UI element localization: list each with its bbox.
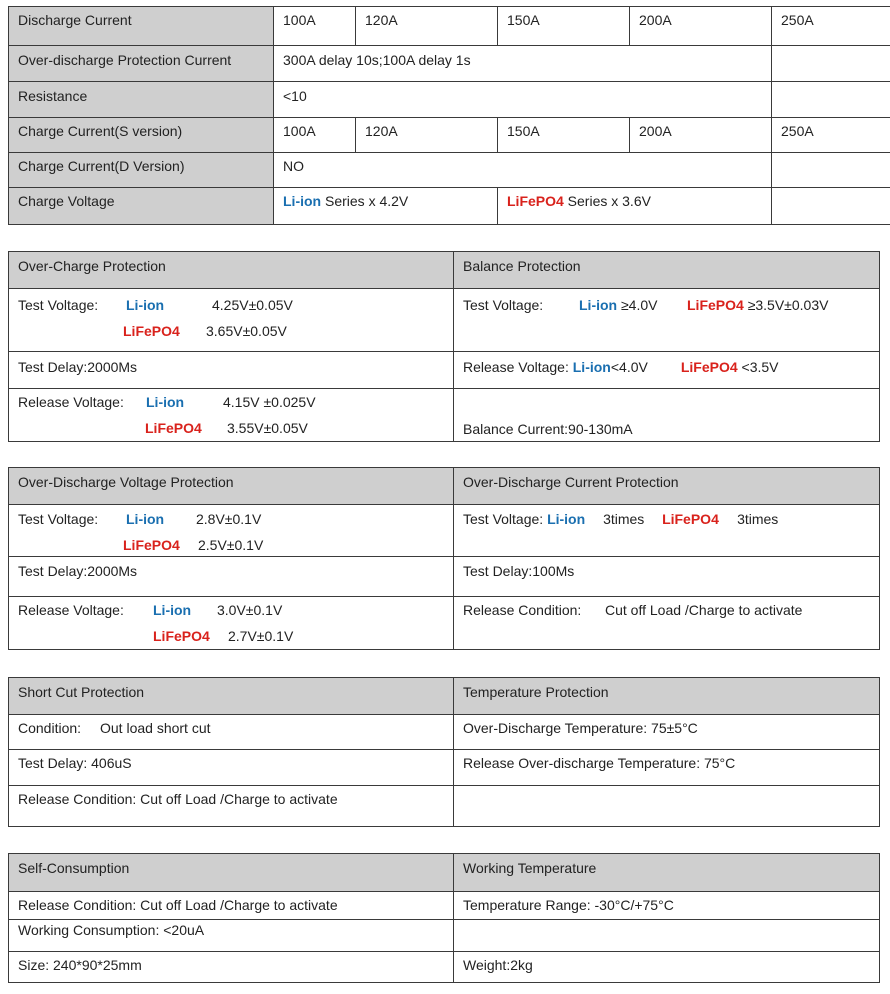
- discharge-value-250: 250A: [772, 7, 890, 46]
- overdischarge-test-voltage: [9, 505, 454, 557]
- balance-lifepo4-value: ≥3.5V±0.03V: [747, 297, 829, 313]
- liion-label: Li-ion: [153, 602, 192, 618]
- resistance-value: <10: [274, 82, 772, 118]
- working-consumption: Working Consumption: <20uA: [9, 920, 454, 952]
- overdischarge-release-voltage: [9, 597, 454, 650]
- charge-voltage-label: Charge Voltage: [9, 188, 274, 225]
- shortcut-condition: [9, 715, 454, 750]
- release-condition-value: Cut off Load /Charge to activate: [605, 602, 803, 618]
- overcharge-release-liion-value: 4.15V ±0.025V: [223, 394, 316, 410]
- self-release-condition: Release Condition: Cut off Load /Charge to activate: [9, 892, 454, 920]
- charge-current-d-value: NO: [274, 153, 772, 188]
- balance-current: [454, 389, 880, 442]
- overdischarge-liion-value: 2.8V±0.1V: [196, 511, 262, 527]
- empty-cell: [772, 82, 890, 118]
- test-voltage-label: Test Voltage:: [463, 511, 544, 527]
- working-temperature-header: Working Temperature: [454, 854, 880, 892]
- charge-voltage-liion: [274, 188, 498, 225]
- charge-voltage-liion-value: Series x 4.2V: [321, 193, 409, 209]
- charge-s-value-120: 120A: [356, 118, 498, 153]
- lifepo4-label: LiFePO4: [507, 193, 564, 209]
- weight: Weight:2kg: [454, 952, 880, 983]
- balance-release-lifepo4-value: <3.5V: [741, 359, 779, 375]
- overcharge-test-delay: Test Delay:2000Ms: [9, 352, 454, 389]
- current-liion-value: 3times: [603, 511, 645, 527]
- balance-protection-header: Balance Protection: [454, 252, 880, 289]
- release-voltage-label: Release Voltage:: [18, 602, 124, 618]
- charge-current-d-label: Charge Current(D Version): [9, 153, 274, 188]
- size-value: 240*90*25mm: [53, 957, 142, 973]
- lifepo4-label: LiFePO4: [123, 537, 180, 553]
- shortcut-test-delay: Test Delay: 406uS: [9, 750, 454, 786]
- release-condition-label: Release Condition:: [463, 602, 582, 618]
- charge-s-value-100: 100A: [274, 118, 356, 153]
- size-label: Size:: [18, 957, 50, 973]
- empty-cell: [772, 153, 890, 188]
- current-lifepo4-value: 3times: [737, 511, 779, 527]
- charge-voltage-lifepo4: [498, 188, 772, 225]
- charge-s-value-150: 150A: [498, 118, 630, 153]
- overdischarge-protection-label: Over-discharge Protection Current: [9, 46, 274, 82]
- shortcut-release-condition: Release Condition: Cut off Load /Charge to activate: [9, 786, 454, 827]
- overdischarge-current-test-delay: Test Delay:100Ms: [454, 557, 880, 597]
- test-voltage-label: Test Voltage:: [463, 297, 544, 313]
- spec-table: [8, 6, 890, 225]
- overdischarge-release-liion-value: 3.0V±0.1V: [217, 602, 283, 618]
- overdischarge-lifepo4-value: 2.5V±0.1V: [198, 537, 264, 553]
- overdischarge-current-test-voltage: [454, 505, 880, 557]
- overcharge-balance-table: [8, 251, 880, 442]
- liion-label: Li-ion: [126, 511, 165, 527]
- condition-value: Out load short cut: [100, 720, 211, 736]
- lifepo4-label: LiFePO4: [687, 297, 744, 313]
- size: [9, 952, 454, 983]
- self-consumption-header: Self-Consumption: [9, 854, 454, 892]
- test-voltage-label: Test Voltage:: [18, 297, 99, 313]
- discharge-current-label: Discharge Current: [9, 7, 274, 46]
- overdischarge-protection-value: 300A delay 10s;100A delay 1s: [274, 46, 772, 82]
- charge-s-value-250: 250A: [772, 118, 890, 153]
- test-voltage-label: Test Voltage:: [18, 511, 99, 527]
- empty-cell: [772, 46, 890, 82]
- release-overdischarge-temperature: Release Over-discharge Temperature: 75°C: [454, 750, 880, 786]
- lifepo4-label: LiFePO4: [680, 359, 738, 375]
- balance-liion-value: ≥4.0V: [621, 297, 658, 313]
- balance-test-voltage: [454, 289, 880, 352]
- liion-label: Li-ion: [146, 394, 185, 410]
- discharge-value-120: 120A: [356, 7, 498, 46]
- empty-cell: [454, 920, 880, 952]
- temperature-range: Temperature Range: -30°C/+75°C: [454, 892, 880, 920]
- release-voltage-label: Release Voltage:: [18, 394, 124, 410]
- liion-label: Li-ion: [572, 359, 611, 375]
- temperature-protection-header: Temperature Protection: [454, 678, 880, 715]
- overdischarge-current-header: Over-Discharge Current Protection: [454, 468, 880, 505]
- charge-s-value-200: 200A: [630, 118, 772, 153]
- balance-current-text: Balance Current:90-130mA: [463, 421, 633, 437]
- charge-current-s-label: Charge Current(S version): [9, 118, 274, 153]
- overcharge-release-voltage: [9, 389, 454, 442]
- release-voltage-label: Release Voltage:: [463, 359, 569, 375]
- lifepo4-label: LiFePO4: [145, 420, 202, 436]
- discharge-value-150: 150A: [498, 7, 630, 46]
- shortcut-temperature-table: [8, 677, 880, 827]
- liion-label: Li-ion: [547, 511, 586, 527]
- lifepo4-label: LiFePO4: [123, 323, 180, 339]
- liion-label: Li-ion: [579, 297, 618, 313]
- overdischarge-temperature: Over-Discharge Temperature: 75±5°C: [454, 715, 880, 750]
- overdischarge-voltage-header: Over-Discharge Voltage Protection: [9, 468, 454, 505]
- self-consumption-table: [8, 853, 880, 983]
- discharge-value-100: 100A: [274, 7, 356, 46]
- overcharge-lifepo4-value: 3.65V±0.05V: [206, 323, 287, 339]
- discharge-value-200: 200A: [630, 7, 772, 46]
- charge-voltage-lifepo4-value: Series x 3.6V: [563, 193, 651, 209]
- balance-release-voltage: [454, 352, 880, 389]
- overcharge-test-voltage: [9, 289, 454, 352]
- condition-label: Condition:: [18, 720, 82, 736]
- overdischarge-table: [8, 467, 880, 650]
- overdischarge-release-condition: [454, 597, 880, 650]
- overdischarge-release-lifepo4-value: 2.7V±0.1V: [228, 628, 294, 644]
- overcharge-release-lifepo4-value: 3.55V±0.05V: [227, 420, 308, 436]
- overcharge-liion-value: 4.25V±0.05V: [212, 297, 293, 313]
- liion-label: Li-ion: [126, 297, 165, 313]
- lifepo4-label: LiFePO4: [153, 628, 210, 644]
- resistance-label: Resistance: [9, 82, 274, 118]
- liion-label: Li-ion: [283, 193, 322, 209]
- balance-release-liion-value: <4.0V: [610, 359, 648, 375]
- shortcut-protection-header: Short Cut Protection: [9, 678, 454, 715]
- lifepo4-label: LiFePO4: [662, 511, 719, 527]
- overcharge-protection-header: Over-Charge Protection: [9, 252, 454, 289]
- empty-cell: [454, 786, 880, 827]
- empty-cell: [772, 188, 890, 225]
- overdischarge-test-delay: Test Delay:2000Ms: [9, 557, 454, 597]
